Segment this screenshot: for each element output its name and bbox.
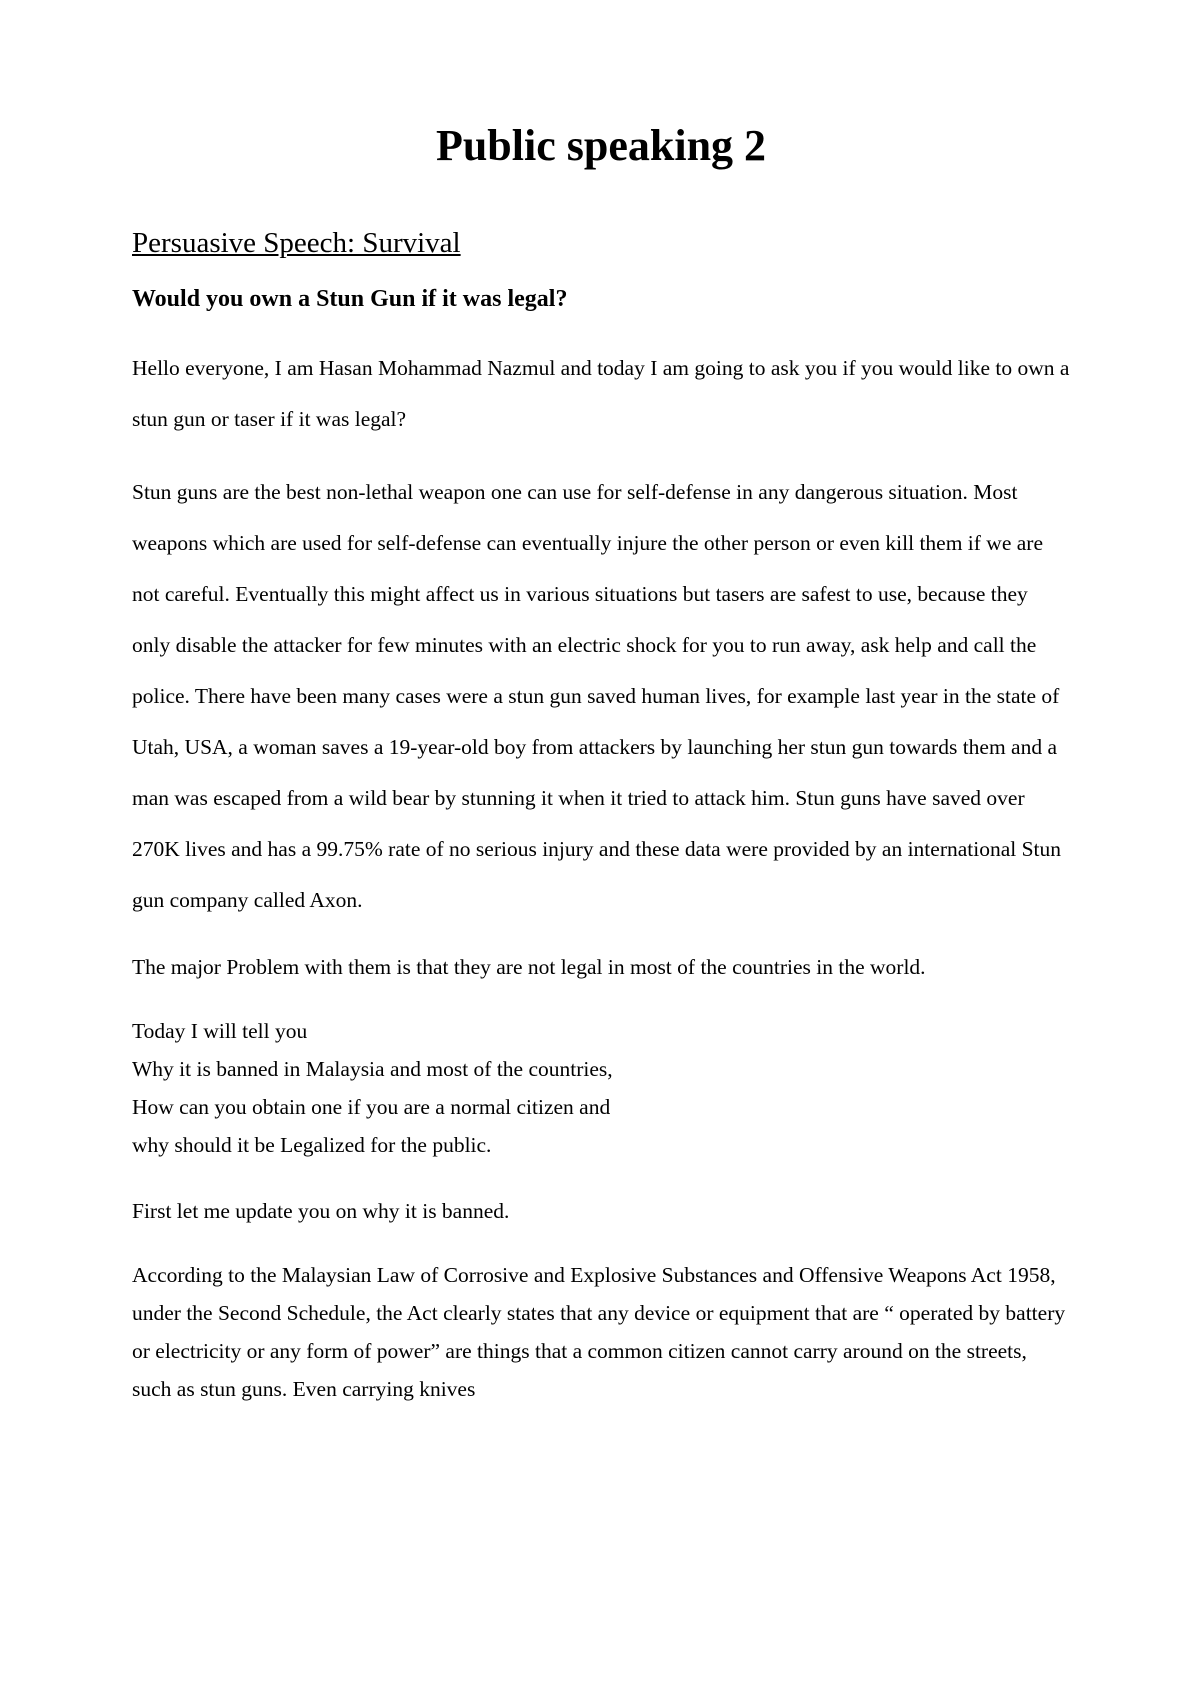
page-title: Public speaking 2: [435, 121, 767, 170]
list-item: why should it be Legalized for the public.: [132, 1133, 492, 1157]
paragraph-transition: First let me update you on why it is banned.: [132, 1199, 510, 1223]
paragraph-problem: The major Problem with them is that they are not legal in most of the countries in the world.: [132, 955, 926, 979]
list-item: How can you obtain one if you are a normal citizen and: [132, 1095, 611, 1119]
preview-list: [132, 1012, 1070, 1164]
section-subheading: Would you own a Stun Gun if it was legal?: [132, 286, 568, 312]
list-item: Why it is banned in Malaysia and most of the countries,: [132, 1057, 613, 1081]
paragraph-body: Stun guns are the best non-lethal weapon one can use for self-defense in any dangerous situation. Most weapons which are used for self-defense can eventually injure the other person or even kill them if we are not careful. Eventually this might affect us in various situations but tasers are safest to use, because they only disable the attacker for few minutes with an electric shock for you to run away, ask help and call the police. There have been many cases were a stun gun saved human lives, for example last year in the state of Utah, USA, a woman saves a 19-year-old boy from attackers by launching her stun gun towards them and a man was escaped from a wild bear by stunning it when it tried to attack him. Stun guns have saved over 270K lives and has a 99.75% rate of no serious injury and these data were provided by an international Stun gun company called Axon.: [132, 480, 1062, 912]
section-heading: Persuasive Speech: Survival: [132, 227, 461, 259]
paragraph-intro: Hello everyone, I am Hasan Mohammad Nazmul and today I am going to ask you if you would like to own a stun gun or taser if it was legal?: [132, 356, 1070, 431]
paragraph-law: According to the Malaysian Law of Corrosive and Explosive Substances and Offensive Weapons Act 1958, under the Second Schedule, the Act clearly states that any device or equipment that are “ operated by battery or electricity or any form of power” are things that a common citizen cannot carry around on the streets, such as stun guns. Even carrying knives: [132, 1263, 1066, 1401]
list-intro: Today I will tell you: [132, 1019, 308, 1043]
